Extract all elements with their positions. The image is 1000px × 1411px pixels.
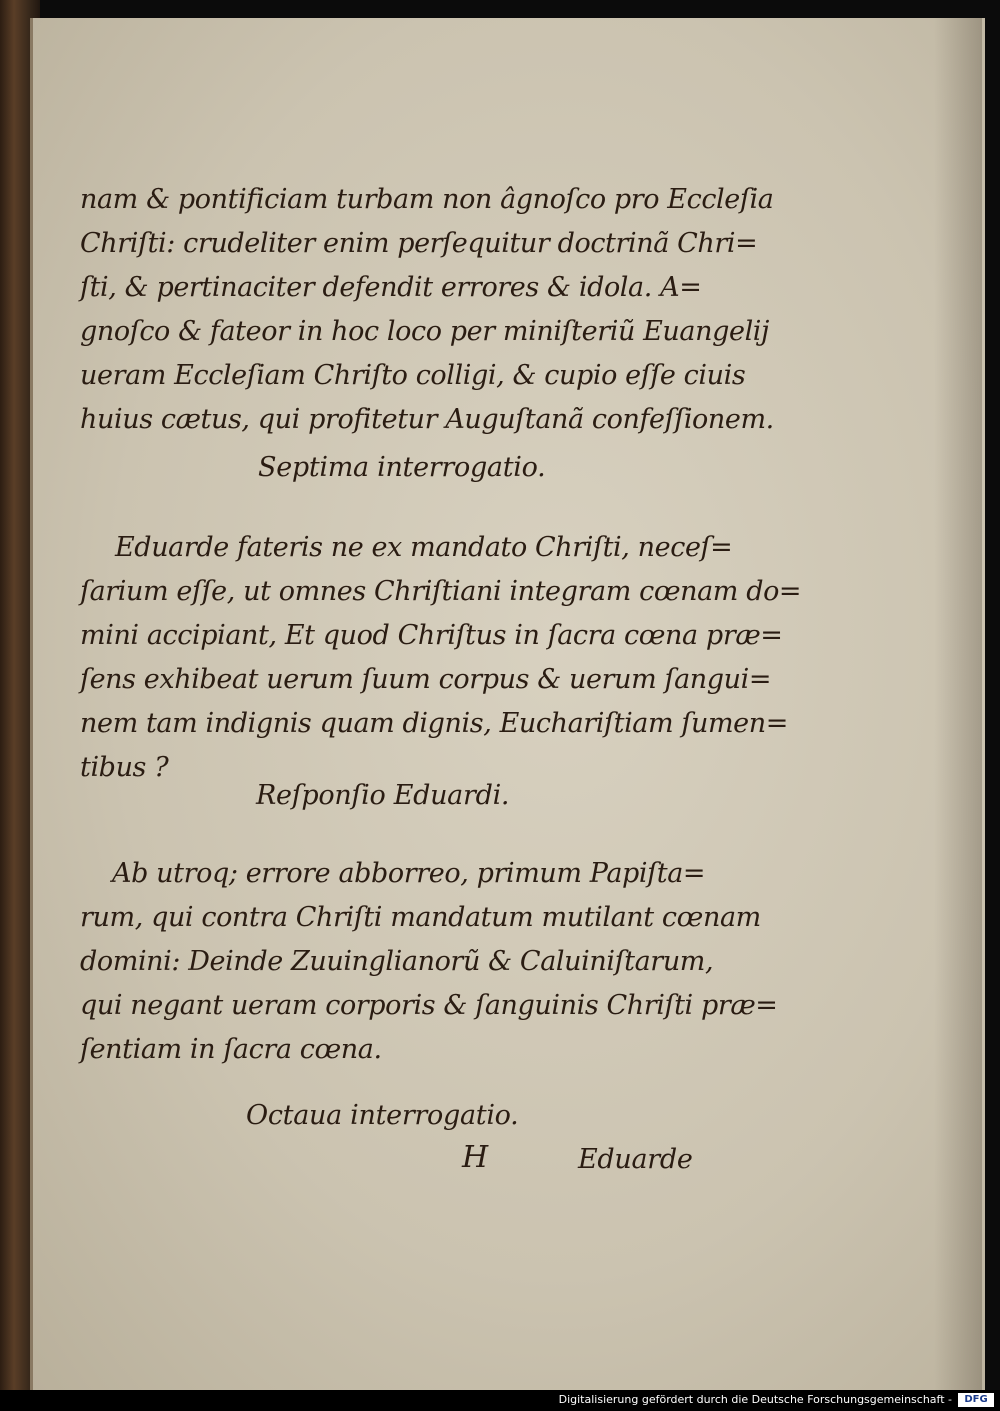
heading-septima: Septima interrogatio.: [258, 452, 546, 483]
text-line: qui negant ueram corporis & ſanguinis Chriſti præ=: [80, 990, 778, 1021]
text-line: Chriſti: crudeliter enim perſequitur doctrinã Chri=: [80, 228, 758, 259]
text-line: ſti, & pertinaciter defendit errores & idola. A=: [80, 272, 702, 303]
text-line: ſarium eſſe, ut omnes Chriſtiani integram cœnam do=: [80, 576, 802, 607]
text-line: mini accipiant, Et quod Chriſtus in ſacra cœna præ=: [80, 620, 783, 651]
catchword: Eduarde: [578, 1144, 693, 1175]
paragraph-1: [80, 178, 774, 442]
digitization-footer: [0, 1390, 1000, 1411]
paragraph-3: [80, 852, 778, 1072]
text-line: ſentiam in ſacra cœna.: [80, 1034, 382, 1065]
text-line: huius cætus, qui profitetur Auguſtanã confeſſionem.: [80, 404, 774, 435]
dfg-logo-icon: DFG: [958, 1393, 994, 1407]
footer-credit: Digitalisierung gefördert durch die Deutsche Forschungsgemeinschaft -: [558, 1393, 952, 1406]
text-line: gnoſco & fateor in hoc loco per miniſteriũ Euangelij: [80, 316, 770, 347]
text-line: nem tam indignis quam dignis, Euchariſtiam ſumen=: [80, 708, 788, 739]
signature-mark: H: [462, 1140, 488, 1175]
paragraph-2: [80, 526, 802, 790]
text-line: tibus ?: [80, 752, 169, 783]
text-line: Eduarde fateris ne ex mandato Chriſti, neceſ=: [115, 532, 733, 563]
text-line: nam & pontificiam turbam non âgnoſco pro Eccleſia: [80, 184, 774, 215]
text-line: rum, qui contra Chriſti mandatum mutilant cœnam: [80, 902, 761, 933]
text-line: domini: Deinde Zuuinglianorũ & Caluiniſtarum,: [80, 946, 714, 977]
heading-responsio: Reſponſio Eduardi.: [256, 780, 510, 811]
heading-octaua: Octaua interrogatio.: [246, 1100, 519, 1131]
page-edge-shadow: [934, 18, 982, 1390]
text-line: ſens exhibeat uerum ſuum corpus & uerum ſangui=: [80, 664, 772, 695]
text-line: Ab utroq; errore abborreo, primum Papiſta=: [112, 858, 706, 889]
text-line: ueram Eccleſiam Chriſto colligi, & cupio eſſe ciuis: [80, 360, 746, 391]
